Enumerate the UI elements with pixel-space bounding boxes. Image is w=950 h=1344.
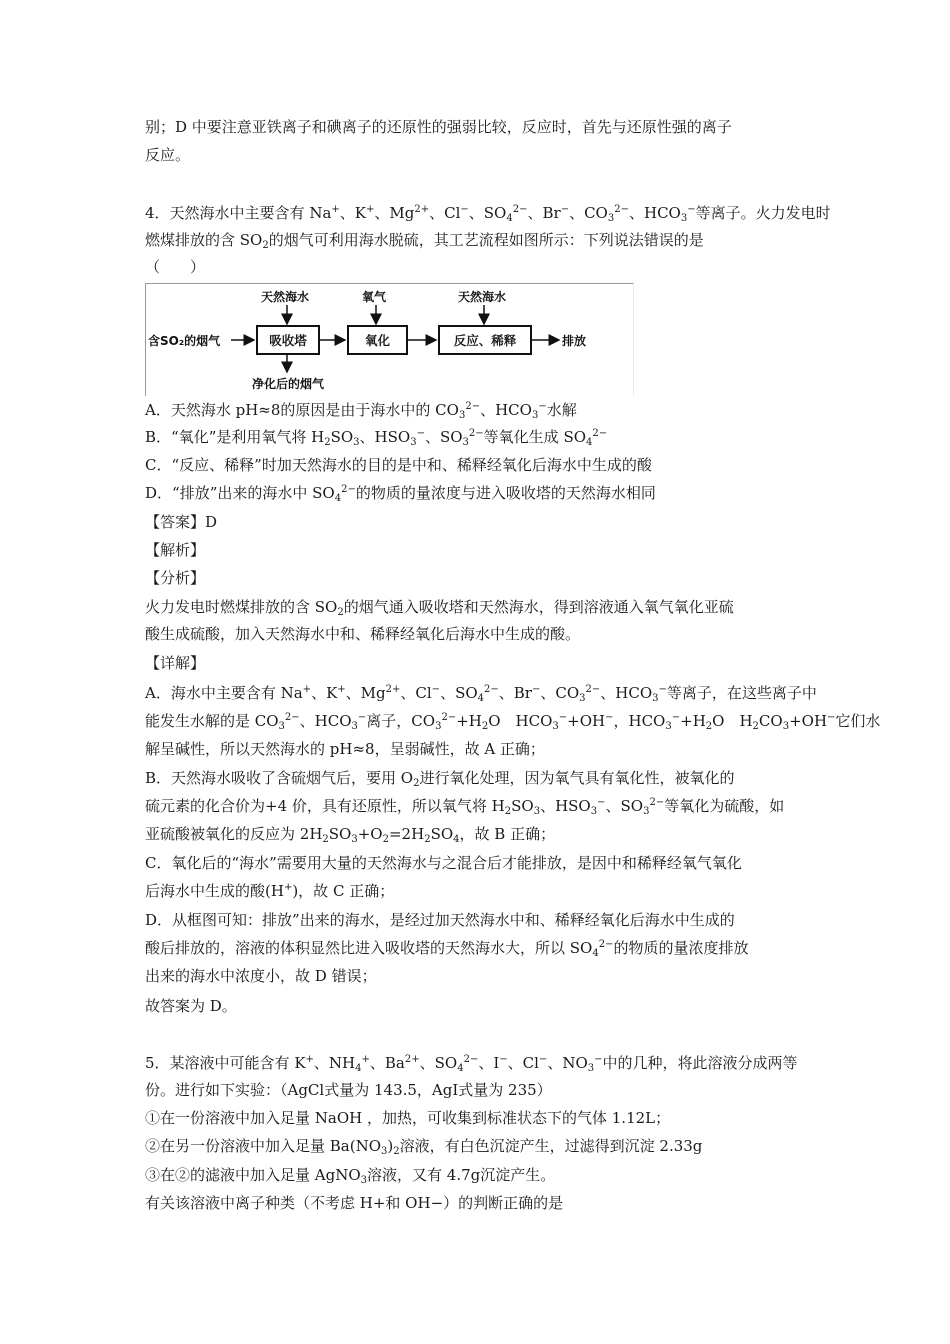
- text-line: 硫元素的化合价为+4 价，具有还原性，所以氧气将 $H_2SO_3$、$HSO_3^-$、$SO_3^{2-}$等氧化为硫酸，如: [145, 797, 785, 817]
- option-b: B．“氧化”是利用氧气将 $H_2SO_3$、$HSO_3^-$、$SO_3^{2-}$等氧化生成 $SO_4^{2-}$: [145, 428, 608, 448]
- process-flowchart: [145, 283, 634, 396]
- experiment-1: ①在一份溶液中加入足量 NaOH ，加热，可收集到标准状态下的气体 1.12L；: [145, 1109, 671, 1127]
- flow-oxygen-label: 氧气: [362, 290, 387, 304]
- experiment-2: ②在另一份溶液中加入足量 $Ba(NO_3)_2$溶液，有白色沉淀产生，过滤得到沉淀 2.33g: [145, 1137, 703, 1157]
- flow-seawater-label: 天然海水: [458, 290, 507, 304]
- text-line: 有关该溶液中离子种类（不考虑 H+和 OH−）的判断正确的是: [145, 1194, 564, 1212]
- text-line: B．天然海水吸收了含硫烟气后，要用 $O_2$进行氧化处理，因为氧气具有氧化性，被氧化的: [145, 769, 735, 789]
- flow-input-label: 含SO₂的烟气: [148, 334, 221, 348]
- text-line: C．氧化后的“海水”需要用大量的天然海水与之混合后才能排放，是因中和稀释经氧气氧化: [145, 854, 742, 872]
- detail-heading: 【详解】: [145, 654, 206, 672]
- text-line: 解呈碱性，所以天然海水的 pH≈8，呈弱碱性，故 A 正确；: [145, 740, 545, 758]
- text-line: 酸生成硫酸，加入天然海水中和、稀释经氧化后海水中生成的酸。: [145, 625, 581, 643]
- flow-reaction-dilution: 反应、稀释: [438, 325, 532, 355]
- fenxi-heading: 【分析】: [145, 569, 206, 587]
- text-line: 后海水中生成的酸(H+)，故 C 正确；: [145, 882, 395, 900]
- text-line: 别；D 中要注意亚铁离子和碘离子的还原性的强弱比较，反应时，首先与还原性强的离子: [145, 118, 732, 136]
- text-line: （ ）: [145, 258, 206, 276]
- text-line: 燃煤排放的含 $SO_2$的烟气可利用海水脱硫，其工艺流程如图所示：下列说法错误的是: [145, 231, 704, 251]
- text-line: 份。进行如下实验：（AgCl式量为 143.5，AgI式量为 235）: [145, 1081, 552, 1099]
- analysis-heading: 【解析】: [145, 541, 206, 559]
- text-line: 火力发电时燃煤排放的含 $SO_2$的烟气通入吸收塔和天然海水，得到溶液通入氧气氧化亚硫: [145, 598, 734, 618]
- question-5-stem: 5．某溶液中可能含有 K+、$NH_4^+$、$Ba^{2+}$、$SO_4^{2-}$、I−、Cl−、$NO_3^-$中的几种，将此溶液分成两等: [145, 1054, 798, 1074]
- text-line: 反应。: [145, 146, 191, 164]
- text-line: 故答案为 D。: [145, 997, 237, 1015]
- question-4-stem: 4．天然海水中主要含有 Na+、K+、$Mg^{2+}$、Cl−、$SO_4^{2-}$、Br−、$CO_3^{2-}$、$HCO_3^-$等离子。火力发电时: [145, 204, 831, 224]
- option-a: A．天然海水 pH≈8的原因是由于海水中的 $CO_3^{2-}$、$HCO_3^-$水解: [145, 401, 577, 421]
- text-line: A．海水中主要含有 Na+、K+、$Mg^{2+}$、Cl−、$SO_4^{2-}$、Br−、$CO_3^{2-}$、$HCO_3^-$等离子，在这些离子中: [145, 684, 817, 704]
- flow-absorption-tower: 吸收塔: [256, 325, 320, 355]
- text-line: 出来的海水中浓度小，故 D 错误；: [145, 967, 377, 985]
- experiment-3: ③在②的滤液中加入足量 AgNO$_3$溶液，又有 4.7g沉淀产生。: [145, 1166, 556, 1186]
- text-line: D．从框图可知：排放”出来的海水，是经过加天然海水中和、稀释经氧化后海水中生成的: [145, 911, 735, 929]
- flow-output-label: 排放: [562, 334, 587, 348]
- option-d: D．“排放”出来的海水中 $SO_4^{2-}$的物质的量浓度与进入吸收塔的天然海水相同: [145, 484, 656, 504]
- text-line: 酸后排放的，溶液的体积显然比进入吸收塔的天然海水大，所以 $SO_4^{2-}$的物质的量浓度排放: [145, 939, 749, 959]
- answer-line: 【答案】D: [145, 513, 218, 531]
- flow-purified-label: 净化后的烟气: [252, 377, 325, 391]
- text-line: 能发生水解的是 $CO_3^{2-}$、$HCO_3^-$离子，$CO_3^{2-}+H_2O$ $HCO_3^-+OH^-$，$HCO_3^-+H_2O$ $H_2CO_3+OH^-$它们水: [145, 712, 881, 732]
- flow-oxidation: 氧化: [347, 325, 408, 355]
- text-line: 亚硫酸被氧化的反应为 $2H_2SO_3+O_2=2H_2SO_4$，故 B 正确；: [145, 825, 556, 845]
- flow-seawater-label: 天然海水: [261, 290, 310, 304]
- option-c: C．“反应、稀释”时加天然海水的目的是中和、稀释经氧化后海水中生成的酸: [145, 456, 652, 474]
